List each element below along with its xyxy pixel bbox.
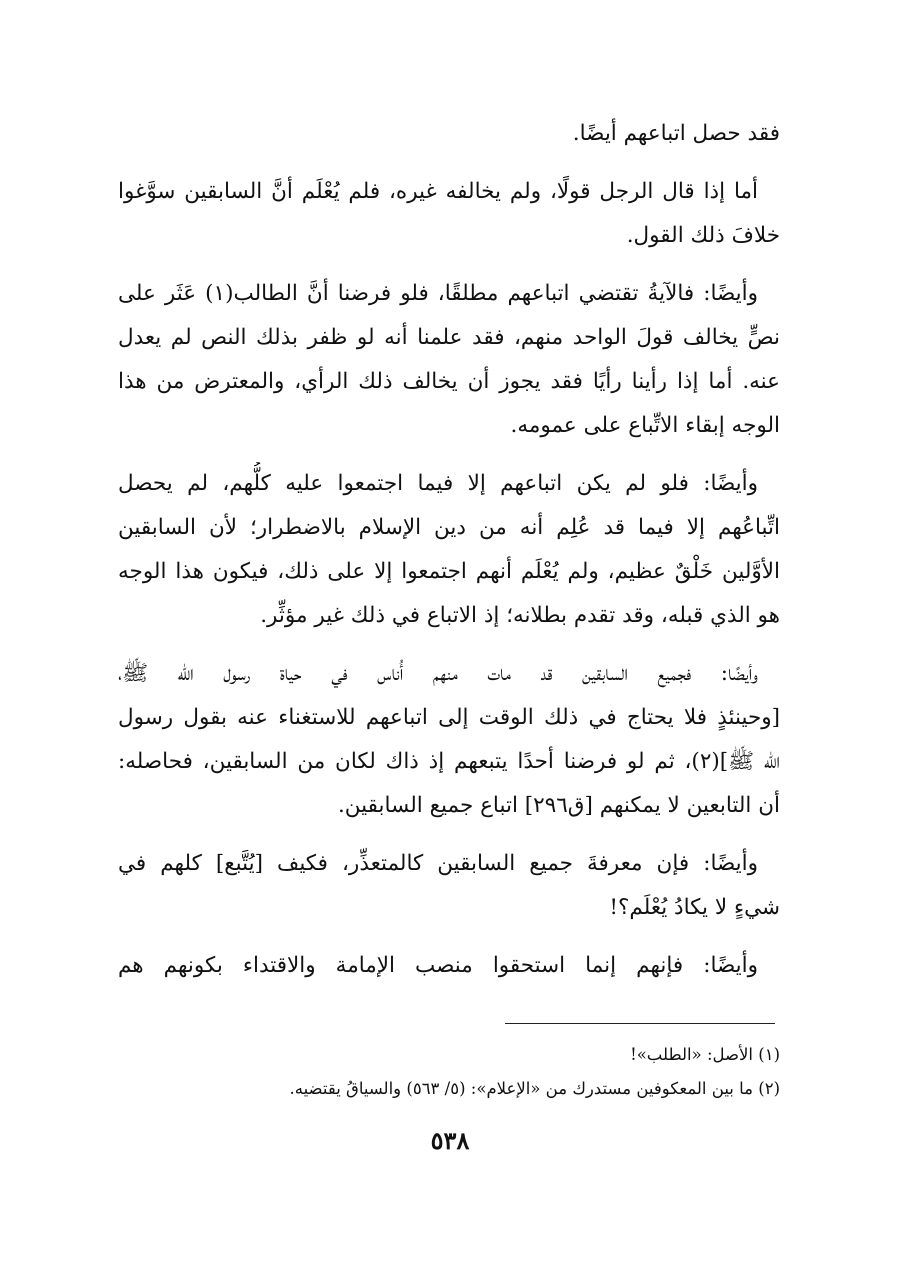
text-line: وأيضًا: فلو لم يكن اتباعهم إلا فيما اجتمعوا عليه كلُّهم، لم يحصل (118, 471, 758, 496)
text-line: هو الذي قبله، وقد تقدم بطلانه؛ إذ الاتباع في ذلك غير مؤثِّر. (260, 603, 780, 628)
text-line: شيءٍ لا يكادُ يُعْلَم؟! (609, 895, 780, 920)
text-line: خلافَ ذلك القول. (626, 223, 780, 248)
text-line: الله ﷺ](٢)، ثم لو فرضنا أحدًا يتبعهم إذ ذاك لكان من السابقين، فحاصله: (118, 749, 780, 774)
text-line: الوجه إبقاء الاتِّباع على عمومه. (510, 413, 780, 438)
page-number: ٥٣٨ (430, 1126, 470, 1155)
paragraph-1 (118, 112, 780, 156)
text-line: [وحينئذٍ فلا يحتاج في ذلك الوقت إلى اتباعهم للاستغناء عنه بقول رسول (118, 705, 780, 730)
text-line: فقد حصل اتباعهم أيضًا. (572, 121, 780, 146)
footnote-separator (505, 1023, 775, 1024)
text-line: الأوَّلين خَلْقٌ عظيم، ولم يُعْلَم أنهم اجتمعوا إلا على ذلك، فيكون هذا الوجه (118, 559, 780, 584)
text-line: نصٍّ يخالف قولَ الواحد منهم، فقد علمنا أنه لو ظفر بذلك النص لم يعدل (118, 325, 780, 350)
paragraph-7 (118, 944, 780, 988)
main-text (118, 112, 780, 988)
footnote-1: (١) الأصل: «الطلب»! (630, 1045, 780, 1064)
paragraph-2 (118, 170, 780, 258)
text-line: وأيضًا: فإنهم إنما استحقوا منصب الإمامة والاقتداء بكونهم هم (118, 953, 758, 978)
text-line: اتِّباعُهم إلا فيما قد عُلِم أنه من دين الإسلام بالاضطرار؛ لأن السابقين (118, 515, 780, 540)
paragraph-5 (118, 652, 780, 828)
text-line: أما إذا قال الرجل قولًا، ولم يخالفه غيره، فلم يُعْلَم أنَّ السابقين سوَّغوا (118, 179, 758, 204)
text-line: وأيضًا: فإن معرفةَ جميع السابقين كالمتعذِّر، فكيف [يُتَّبع] كلهم في (118, 851, 758, 876)
text-line: أن التابعين لا يمكنهم [ق٢٩٦] اتباع جميع السابقين. (337, 793, 780, 818)
text-line: وأيضًا: فالآيةُ تقتضي اتباعهم مطلقًا، فلو فرضنا أنَّ الطالب(١) عَثَر على (118, 281, 758, 306)
footnotes (118, 1038, 780, 1106)
text-line: عنه. أما إذا رأينا رأيًا فقد يجوز أن يخالف ذلك الرأي، والمعترض من هذا (118, 369, 780, 394)
footnote-2: (٢) ما بين المعكوفين مستدرك من «الإعلام»: (٥/ ٥٦٣) والسياقُ يقتضيه. (289, 1079, 780, 1098)
paragraph-6 (118, 842, 780, 930)
paragraph-3 (118, 272, 780, 448)
text-line: وأيضًا: فجميع السابقين قد مات منهم أُناس في حياة رسول الله ﷺ، (118, 661, 758, 686)
paragraph-4 (118, 462, 780, 638)
